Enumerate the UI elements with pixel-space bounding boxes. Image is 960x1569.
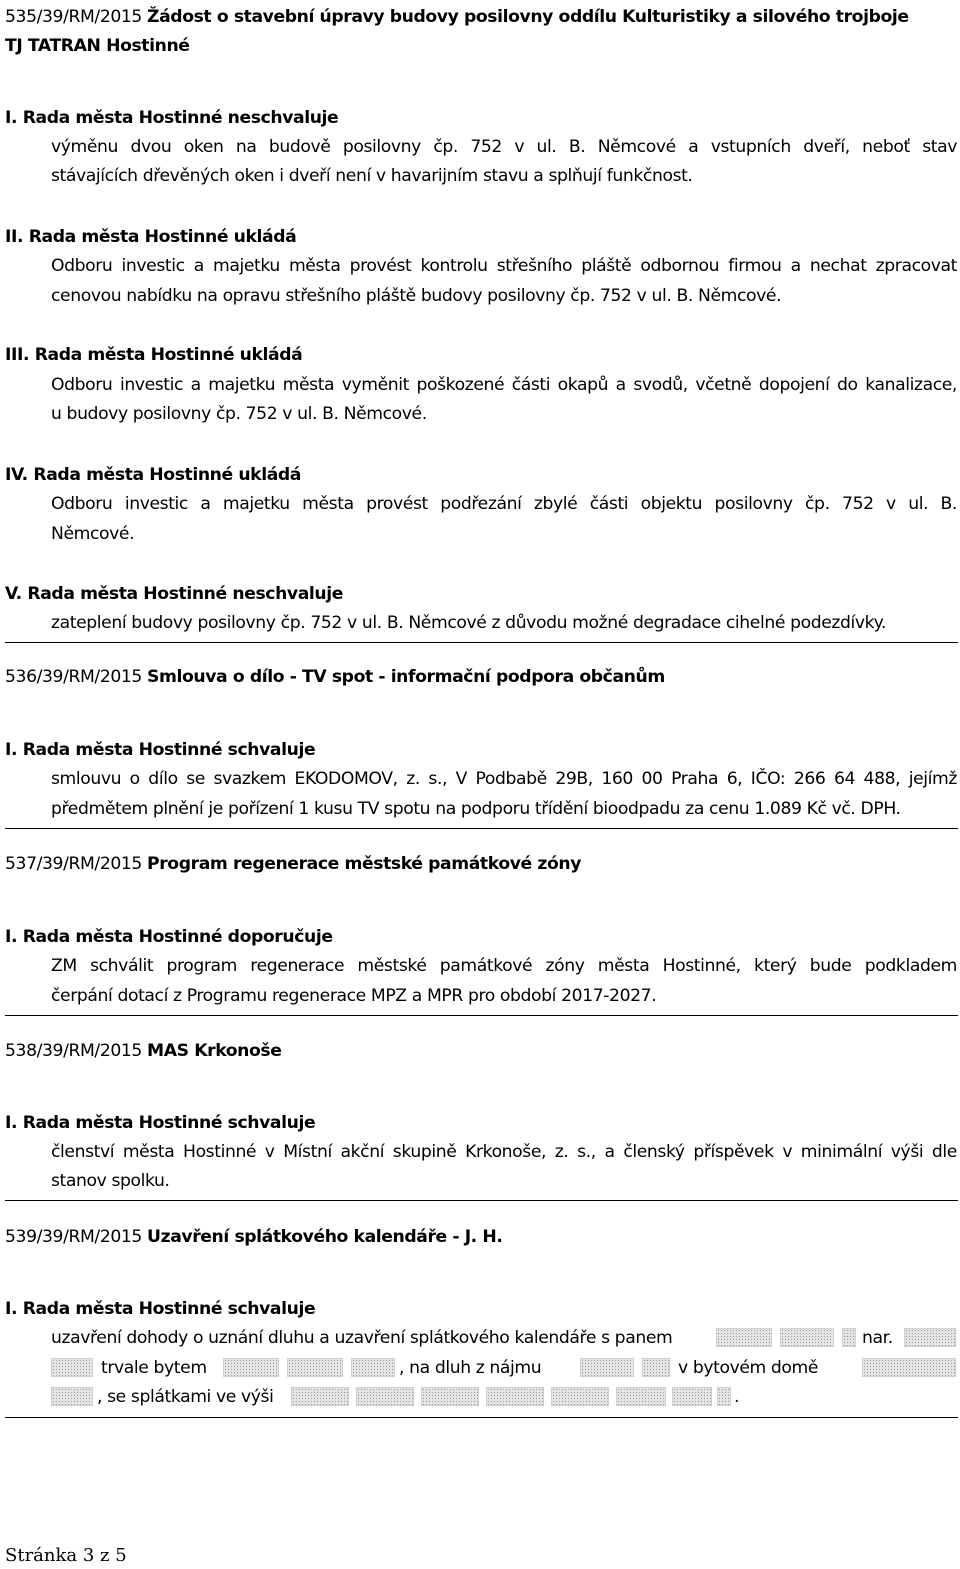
resolution-subject: Žádost o stavební úpravy budovy posilovny oddílu Kulturistiky a silového trojboje	[147, 7, 909, 27]
redacted-block	[904, 1328, 956, 1347]
decision-text: trvale bytem	[101, 1358, 207, 1378]
redacted-block	[51, 1358, 93, 1377]
decision-heading: III. Rada města Hostinné ukládá	[5, 345, 303, 365]
redacted-block	[51, 1387, 93, 1406]
decision-text: nar.	[862, 1328, 893, 1348]
resolution-subject-cont: TJ TATRAN Hostinné	[5, 36, 190, 56]
decision-heading: II. Rada města Hostinné ukládá	[5, 227, 297, 247]
resolution-subject: Program regenerace městské památkové zóny	[147, 854, 582, 874]
decision-text: , se splátkami ve výši	[97, 1387, 274, 1407]
resolution-title	[5, 852, 957, 876]
decision-heading: I. Rada města Hostinné schvaluje	[5, 1299, 316, 1319]
resolution-subject: MAS Krkonoše	[147, 1041, 282, 1061]
section-divider	[5, 828, 958, 829]
resolution-title	[5, 1039, 957, 1063]
decision-heading: V. Rada města Hostinné neschvaluje	[5, 584, 343, 604]
decision-text: Němcové.	[51, 524, 135, 544]
decision-heading: I. Rada města Hostinné neschvaluje	[5, 108, 339, 128]
redacted-block	[287, 1358, 343, 1377]
decision-text: cenovou nabídku na opravu střešního pláště budovy posilovny čp. 752 v ul. B. Němcové.	[51, 286, 782, 306]
decision-text: Odboru investic a majetku města provést podřezání zbylé části objektu posilovny čp. 752 v ul. B.	[51, 494, 957, 514]
decision-heading: I. Rada města Hostinné doporučuje	[5, 927, 333, 947]
resolution-number: 537/39/RM/2015	[5, 854, 148, 874]
decision-text: Odboru investic a majetku města provést kontrolu střešního pláště odbornou firmou a nechat zpracovat	[51, 256, 957, 276]
decision-text: uzavření dohody o uznání dluhu a uzavření splátkového kalendáře s panem	[51, 1328, 673, 1348]
resolution-number: 539/39/RM/2015	[5, 1227, 148, 1247]
redacted-block	[862, 1358, 956, 1377]
redacted-block	[486, 1387, 544, 1406]
resolution-number: 538/39/RM/2015	[5, 1041, 148, 1061]
redacted-block	[580, 1358, 634, 1377]
redacted-block	[223, 1358, 279, 1377]
resolution-number: 536/39/RM/2015	[5, 667, 148, 687]
redacted-block	[716, 1328, 772, 1347]
section-divider	[5, 642, 958, 643]
redacted-block	[551, 1387, 609, 1406]
redacted-block	[842, 1328, 856, 1347]
redacted-block	[356, 1387, 414, 1406]
section-divider	[5, 1015, 958, 1016]
decision-text: smlouvu o dílo se svazkem EKODOMOV, z. s., V Podbabě 29B, 160 00 Praha 6, IČO: 266 64 488, jejímž	[51, 769, 957, 789]
redacted-block	[717, 1387, 731, 1406]
decision-text: čerpání dotací z Programu regenerace MPZ a MPR pro období 2017-2027.	[51, 986, 657, 1006]
decision-heading: I. Rada města Hostinné schvaluje	[5, 1113, 316, 1133]
redacted-block	[421, 1387, 479, 1406]
redacted-block	[780, 1328, 834, 1347]
decision-text: ZM schválit program regenerace městské památkové zóny města Hostinné, který bude podkladem	[51, 956, 957, 976]
decision-text: členství města Hostinné v Místní akční skupině Krkonoše, z. s., a členský příspěvek v minimální výši dle	[51, 1142, 957, 1162]
decision-heading: IV. Rada města Hostinné ukládá	[5, 465, 302, 485]
resolution-subject: Uzavření splátkového kalendáře - J. H.	[147, 1227, 503, 1247]
decision-text: zateplení budovy posilovny čp. 752 v ul. B. Němcové z důvodu možné degradace cihelné podezdívky.	[51, 613, 886, 633]
redacted-block	[616, 1387, 666, 1406]
section-divider	[5, 1200, 958, 1201]
resolution-title	[5, 1225, 957, 1249]
redacted-block	[672, 1387, 712, 1406]
decision-text: , na dluh z nájmu	[399, 1358, 542, 1378]
decision-text: .	[734, 1387, 740, 1407]
decision-text: stanov spolku.	[51, 1171, 170, 1191]
decision-text: předmětem plnění je pořízení 1 kusu TV spotu na podporu třídění bioodpadu za cenu 1.089 Kč vč. DPH.	[51, 799, 901, 819]
resolution-subject: Smlouva o dílo - TV spot - informační podpora občanům	[147, 667, 665, 687]
resolution-title	[5, 5, 957, 29]
redacted-block	[642, 1358, 670, 1377]
resolution-number: 535/39/RM/2015	[5, 7, 148, 27]
decision-text: Odboru investic a majetku města vyměnit poškozené části okapů a svodů, včetně dopojení do kanalizace,	[51, 375, 957, 395]
redacted-block	[351, 1358, 395, 1377]
decision-text: stávajících dřevěných oken i dveří není v havarijním stavu a splňují funkčnost.	[51, 166, 693, 186]
page-number: Stránka 3 z 5	[5, 1545, 127, 1566]
decision-text: v bytovém domě	[678, 1358, 819, 1378]
redacted-block	[291, 1387, 349, 1406]
decision-text: výměnu dvou oken na budově posilovny čp. 752 v ul. B. Němcové a vstupních dveří, neboť stav	[51, 137, 957, 157]
decision-text: u budovy posilovny čp. 752 v ul. B. Němcové.	[51, 404, 427, 424]
decision-heading: I. Rada města Hostinné schvaluje	[5, 740, 316, 760]
section-divider	[5, 1417, 958, 1418]
resolution-title	[5, 665, 957, 689]
